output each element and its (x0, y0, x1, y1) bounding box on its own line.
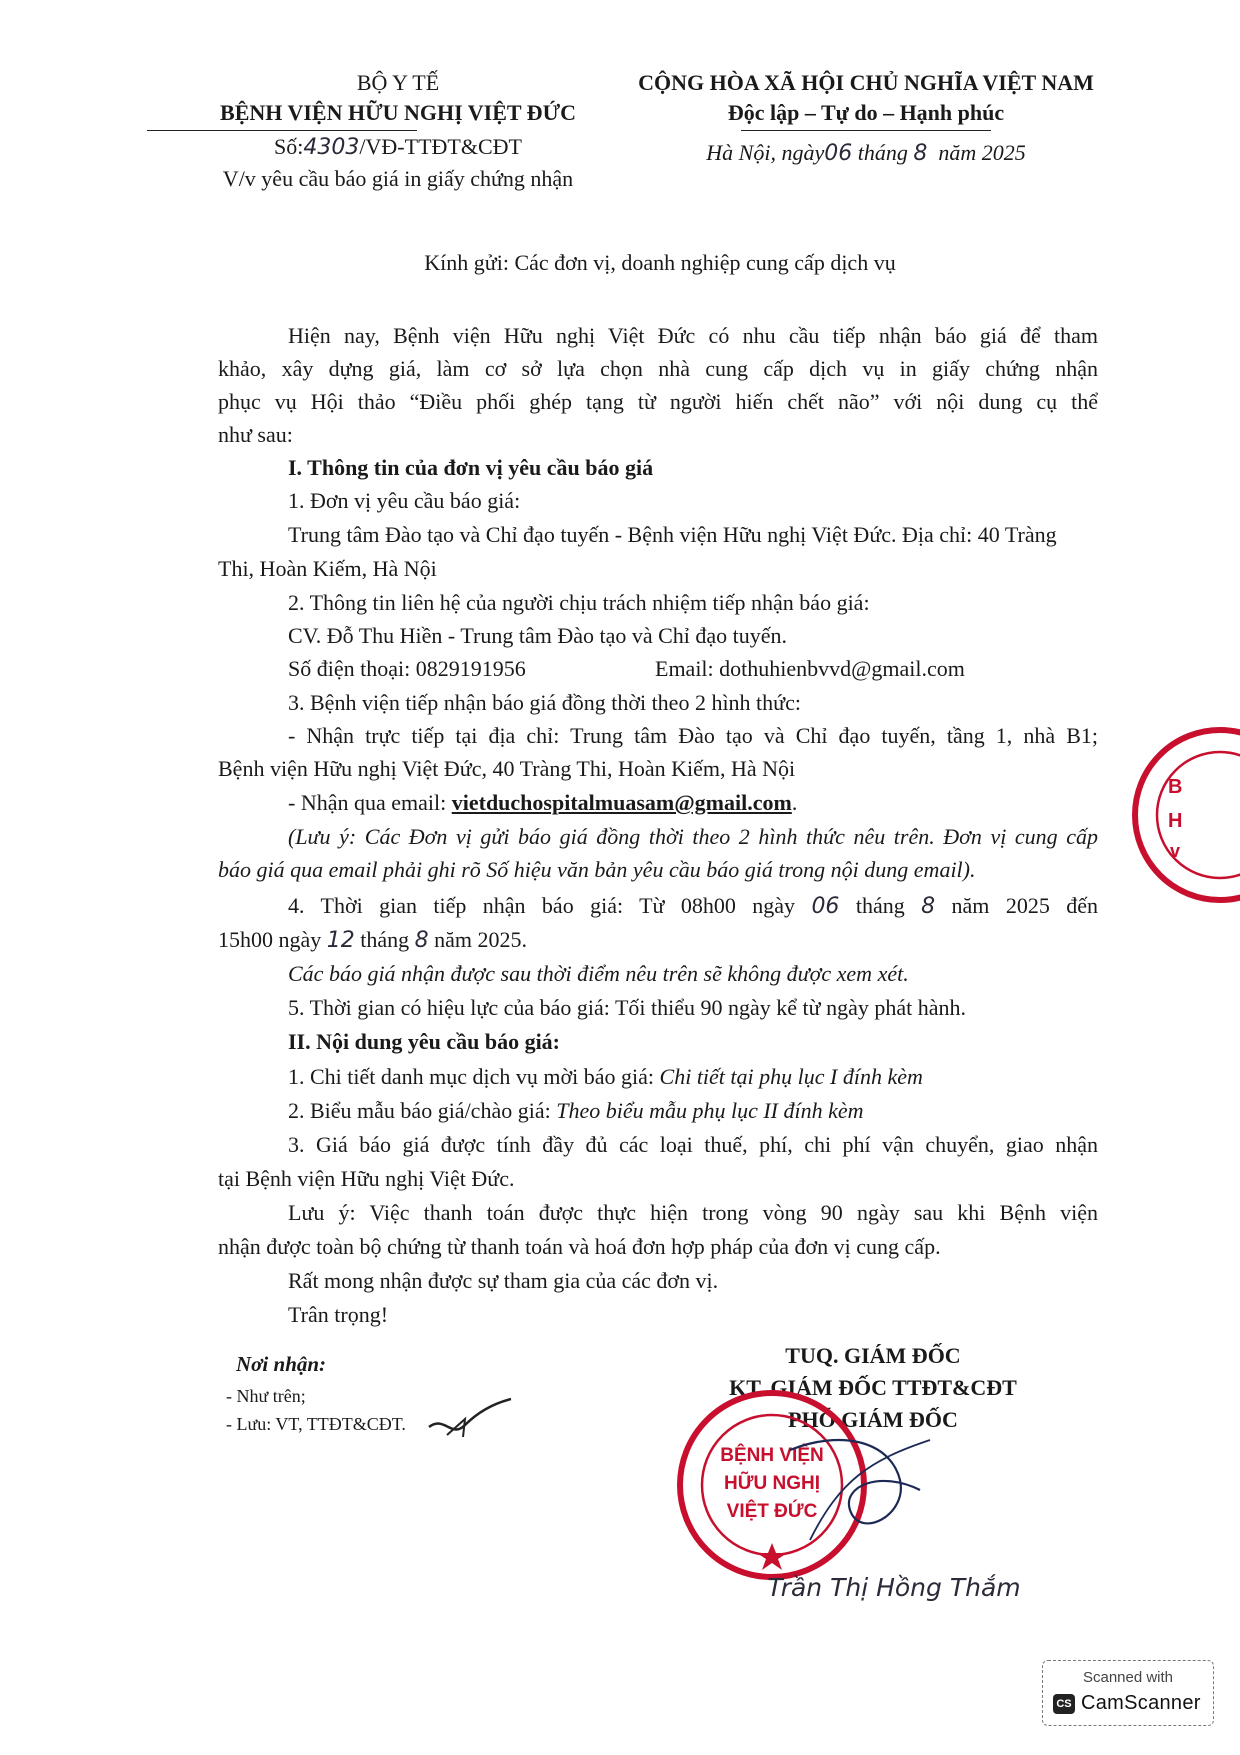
svg-text:H: H (1168, 810, 1183, 832)
section-2-title: II. Nội dung yêu cầu báo giá: (288, 1029, 561, 1054)
recipients-line-2: - Lưu: VT, TTĐT&CĐT. (226, 1414, 406, 1434)
seal-line-1: BỆNH VIỆN (720, 1445, 824, 1466)
signature-title-3: PHÓ GIÁM ĐỐC (788, 1407, 958, 1432)
section-1-title: I. Thông tin của đơn vị yêu cầu báo giá (288, 455, 654, 480)
camscanner-logo-icon: CS (1053, 1694, 1075, 1714)
hospital-underline (147, 130, 417, 131)
country-name: CỘNG HÒA XÃ HỘI CHỦ NGHĨA VIỆT NAM (638, 70, 1094, 95)
contact-phone: Số điện thoại: 0829191956 (288, 656, 526, 681)
intro-line-2: khảo, xây dựng giá, làm cơ sở lựa chọn nhà cung cấp dịch vụ in giấy chứng nhận (218, 356, 1098, 381)
submit-direct-line-1: - Nhận trực tiếp tại địa chỉ: Trung tâm Đào tạo và Chỉ đạo tuyến, tầng 1, nhà B1; (288, 723, 1098, 748)
section-1-item-1-line-2: Thi, Hoàn Kiếm, Hà Nội (218, 556, 437, 581)
section-2-item-2: 2. Biểu mẫu báo giá/chào giá: Theo biểu mẫu phụ lục II đính kèm (288, 1098, 864, 1123)
document-number: Số:4303/VĐ-TTĐT&CĐT (274, 134, 522, 160)
camscanner-badge (1042, 1660, 1214, 1726)
submission-email-link[interactable]: vietduchospitalmuasam@gmail.com (451, 790, 792, 815)
seal-line-3: VIỆT ĐỨC (726, 1501, 818, 1522)
late-submission-note: Các báo giá nhận được sau thời điểm nêu trên sẽ không được xem xét. (288, 961, 909, 986)
submit-email-line: - Nhận qua email: vietduchospitalmuasam@gmail.com. (288, 790, 798, 815)
initials-scribble-icon (425, 1395, 515, 1445)
section-1-item-5: 5. Thời gian có hiệu lực của báo giá: Tối thiểu 90 ngày kể từ ngày phát hành. (288, 995, 967, 1020)
closing-line-2: Trân trọng! (288, 1302, 389, 1327)
svg-text:B: B (1168, 776, 1183, 798)
section-1-item-2: 2. Thông tin liên hệ của người chịu trách nhiệm tiếp nhận báo giá: (288, 590, 870, 615)
recipients-title: Nơi nhận: (236, 1352, 327, 1376)
payment-note-line-1: Lưu ý: Việc thanh toán được thực hiện trong vòng 90 ngày sau khi Bệnh viện (288, 1200, 1098, 1225)
signer-name: Trần Thị Hồng Thắm (767, 1573, 1021, 1602)
note-line-1: (Lưu ý: Các Đơn vị gửi báo giá đồng thời theo 2 hình thức nêu trên. Đơn vị cung cấp (288, 824, 1098, 849)
signature-scribble-icon (780, 1420, 940, 1560)
section-2-item-1: 1. Chi tiết danh mục dịch vụ mời báo giá: Chi tiết tại phụ lục I đính kèm (288, 1064, 923, 1089)
contact-email: Email: dothuhienbvvd@gmail.com (655, 656, 965, 681)
scanner-brand: CamScanner (1081, 1692, 1201, 1714)
section-1-item-4-line-2: 15h00 ngày 12 tháng 8 năm 2025. (218, 927, 528, 953)
partial-seal-icon (1108, 725, 1240, 905)
document-date: Hà Nội, ngày06 tháng 8 năm 2025 (706, 140, 1026, 166)
document-subject: V/v yêu cầu báo giá in giấy chứng nhận (222, 166, 574, 191)
section-1-item-4-line-1: 4. Thời gian tiếp nhận báo giá: Từ 08h00 ngày 06 tháng 8 năm 2025 đến (288, 893, 1098, 919)
section-1-item-3: 3. Bệnh viện tiếp nhận báo giá đồng thời theo 2 hình thức: (288, 690, 801, 715)
section-2-item-3-line-1: 3. Giá báo giá được tính đầy đủ các loại thuế, phí, chi phí vận chuyển, giao nhận (288, 1132, 1098, 1157)
seal-line-2: HỮU NGHỊ (724, 1473, 820, 1494)
svg-text:v: v (1170, 841, 1181, 861)
signature-title-1: TUQ. GIÁM ĐỐC (785, 1343, 961, 1368)
document-number-handwritten: 4303 (303, 135, 360, 160)
contact-person: CV. Đỗ Thu Hiền - Trung tâm Đào tạo và Chỉ đạo tuyến. (288, 623, 788, 648)
submit-direct-line-2: Bệnh viện Hữu nghị Việt Đức, 40 Tràng Thi, Hoàn Kiếm, Hà Nội (218, 756, 796, 781)
section-1-item-1-line-1: Trung tâm Đào tạo và Chỉ đạo tuyến - Bệnh viện Hữu nghị Việt Đức. Địa chỉ: 40 Tràng (288, 522, 1057, 547)
closing-line-1: Rất mong nhận được sự tham gia của các đơn vị. (288, 1268, 719, 1293)
ministry-name: BỘ Y TẾ (356, 70, 440, 95)
section-1-item-1: 1. Đơn vị yêu cầu báo giá: (288, 488, 521, 513)
section-2-item-3-line-2: tại Bệnh viện Hữu nghị Việt Đức. (218, 1166, 515, 1191)
national-motto: Độc lập – Tự do – Hạnh phúc (727, 100, 1005, 125)
signature-title-2: KT. GIÁM ĐỐC TTĐT&CĐT (729, 1375, 1017, 1400)
scanner-caption: Scanned with (1082, 1669, 1174, 1686)
payment-note-line-2: nhận được toàn bộ chứng từ thanh toán và hoá đơn hợp pháp của đơn vị cung cấp. (218, 1234, 941, 1259)
intro-line-3: phục vụ Hội thảo “Điều phối ghép tạng từ người hiến chết não” với nội dung cụ thể (218, 389, 1098, 414)
recipients-line-1: - Như trên; (226, 1386, 306, 1406)
motto-underline (741, 130, 991, 131)
intro-line-1: Hiện nay, Bệnh viện Hữu nghị Việt Đức có nhu cầu tiếp nhận báo giá để tham (288, 323, 1098, 348)
note-line-2: báo giá qua email phải ghi rõ Số hiệu văn bản yêu cầu báo giá trong nội dung email). (218, 857, 976, 882)
recipient-line: Kính gửi: Các đơn vị, doanh nghiệp cung cấp dịch vụ (424, 250, 896, 275)
hospital-name: BỆNH VIỆN HỮU NGHỊ VIỆT ĐỨC (220, 100, 576, 125)
intro-line-4: như sau: (218, 422, 293, 447)
